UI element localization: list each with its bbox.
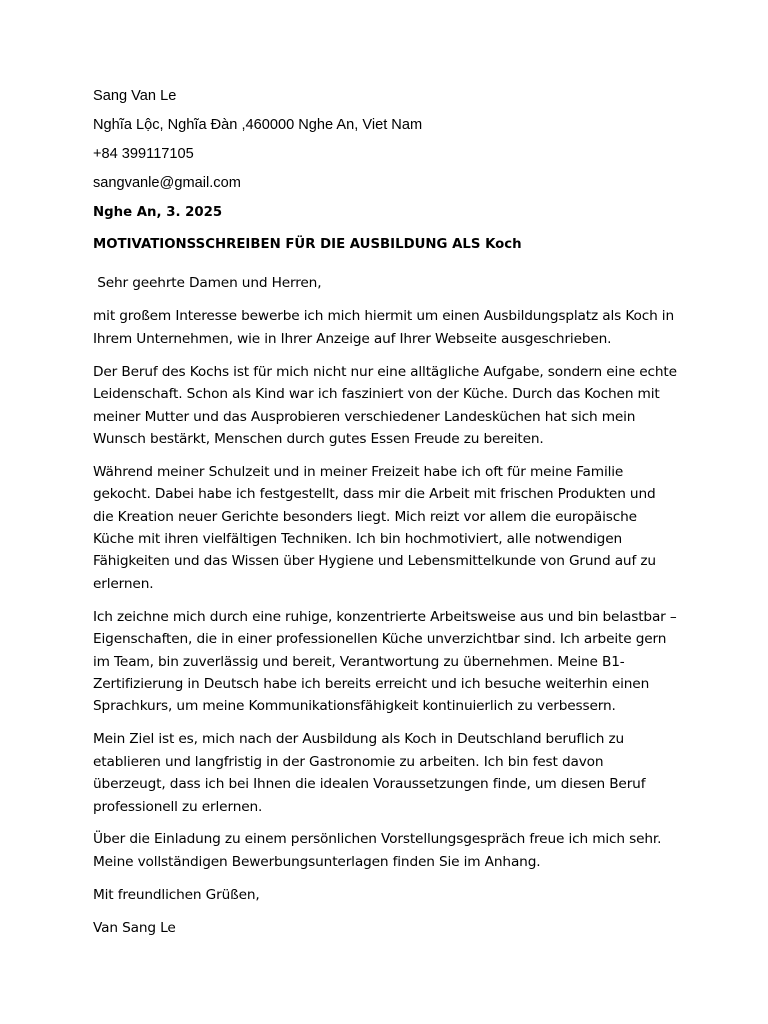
paragraph-6: Über die Einladung zu einem persönlichen Vorstellungsgespräch freue ich mich sehr. Meine vollständigen Bewerbungsunterlagen finden Sie im Anhang. (93, 831, 662, 870)
date-line: Nghe An, 3. 2025 (93, 205, 223, 220)
signature: Van Sang Le (93, 919, 176, 936)
letter-page (93, 86, 678, 950)
salutation: Sehr geehrte Damen und Herren, (93, 275, 322, 291)
sender-phone: +84 399117105 (93, 146, 194, 162)
paragraph-1: mit großem Interesse bewerbe ich mich hiermit um einen Ausbildungsplatz als Koch in Ihrem Unternehmen, wie in Ihrer Anzeige auf Ihrer Webseite ausgeschrieben. (93, 308, 674, 347)
paragraph-2: Der Beruf des Kochs ist für mich nicht nur eine alltägliche Aufgabe, sondern eine echte Leidenschaft. Schon als Kind war ich fasziniert von der Küche. Durch das Kochen mit meiner Mutter und das Ausprobieren verschiedener Landesküchen hat sich mein Wunsch bestärkt, Menschen durch gutes Essen Freude zu bereiten. (93, 363, 677, 447)
subject-line: MOTIVATIONSSCHREIBEN FÜR DIE AUSBILDUNG ALS Koch (93, 237, 522, 252)
closing: Mit freundlichen Grüßen, (93, 886, 260, 903)
sender-address: Nghĩa Lộc, Nghĩa Đàn ,460000 Nghe An, Viet Nam (93, 117, 423, 133)
sender-email: sangvanle@gmail.com (93, 175, 241, 191)
paragraph-5: Mein Ziel ist es, mich nach der Ausbildung als Koch in Deutschland beruflich zu etablieren und langfristig in der Gastronomie zu arbeiten. Ich bin fest davon überzeugt, dass ich bei Ihnen die idealen Voraussetzungen finde, um diesen Beruf professionell zu erlernen. (93, 731, 646, 815)
paragraph-4: Ich zeichne mich durch eine ruhige, konzentrierte Arbeitsweise aus und bin belastbar – Eigenschaften, die in einer professionellen Küche unverzichtbar sind. Ich arbeite gern im Team, bin zuverlässig und bereit, Verantwortung zu übernehmen. Meine B1-Zertifizierung in Deutsch habe ich bereits erreicht und ich besuche weiterhin einen Sprachkurs, um meine Kommunikationsfähigkeit kontinuierlich zu verbessern. (93, 608, 677, 715)
sender-name: Sang Van Le (93, 88, 177, 104)
paragraph-3: Während meiner Schulzeit und in meiner Freizeit habe ich oft für meine Familie gekocht. Dabei habe ich festgestellt, dass mir die Arbeit mit frischen Produkten und die Kreation neuer Gerichte besonders liegt. Mich reizt vor allem die europäische Küche mit ihren vielfältigen Techniken. Ich bin hochmotiviert, alle notwendigen Fähigkeiten und das Wissen über Hygiene und Lebensmittelkunde von Grund auf zu erlernen. (93, 463, 656, 592)
